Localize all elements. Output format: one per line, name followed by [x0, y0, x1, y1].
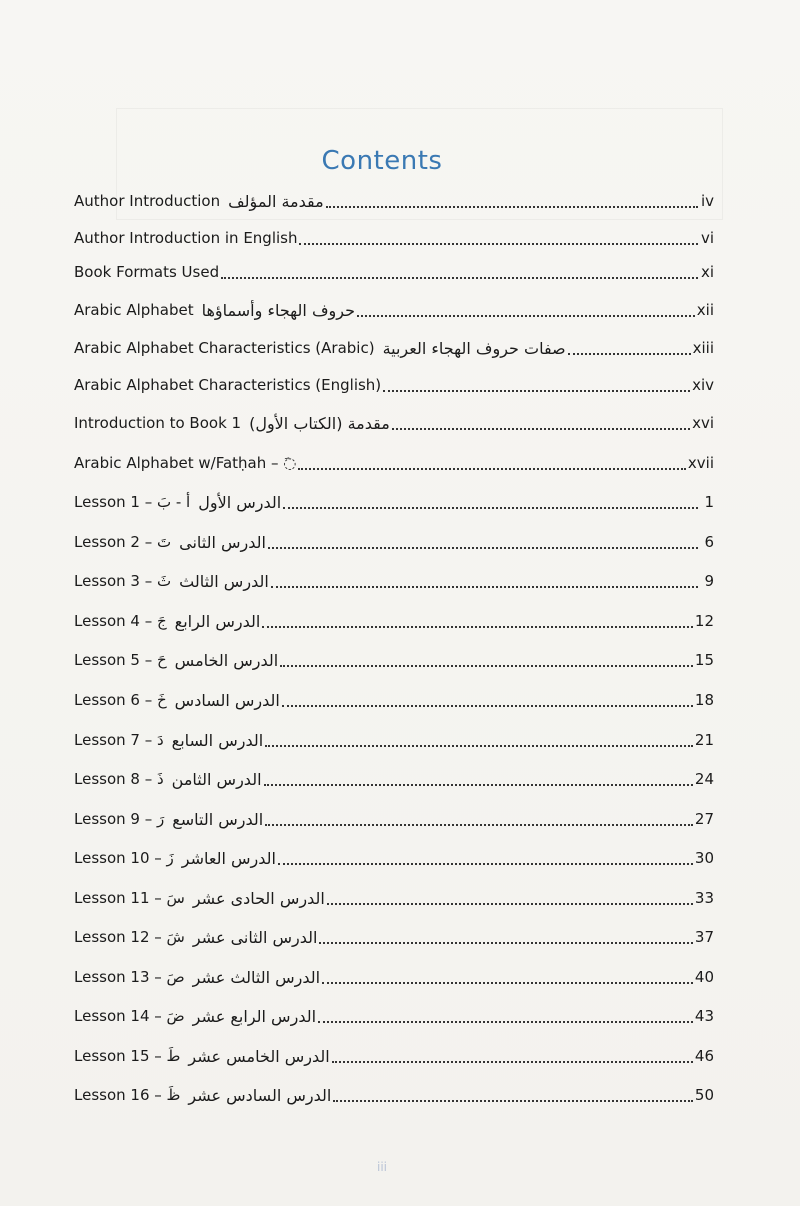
dot-leader	[298, 468, 686, 470]
dot-leader	[392, 428, 690, 430]
toc-entry-page-number: xiv	[692, 376, 714, 394]
toc-entry-arabic-title: الدرس السادس	[174, 690, 280, 710]
dot-leader	[383, 390, 690, 392]
dot-leader	[322, 982, 693, 984]
toc-entry-arabic-title: الدرس الحادى عشر	[192, 888, 325, 908]
toc-entry-title: Lesson 14 – ضَ	[74, 1007, 185, 1025]
toc-entry-title: Introduction to Book 1	[74, 414, 242, 432]
dot-leader	[271, 586, 698, 588]
toc-entry	[74, 223, 714, 253]
toc-entry	[74, 922, 714, 952]
dot-leader	[264, 784, 693, 786]
dot-leader	[262, 626, 693, 628]
toc-entry-title: Lesson 1 – أ - بَ	[74, 493, 191, 511]
toc-entry	[74, 1080, 714, 1110]
toc-entry	[74, 1001, 714, 1031]
toc-entry-page-number: 15	[694, 651, 714, 669]
toc-entry-page-number: 1	[704, 493, 714, 511]
toc-entry-arabic-title: الدرس الرابع عشر	[192, 1006, 317, 1026]
toc-entry-arabic-title: الدرس السادس عشر	[188, 1085, 332, 1105]
toc-entry-title: Lesson 3 – ثَ	[74, 572, 172, 590]
toc-entry-title: Lesson 6 – خَ	[74, 691, 167, 709]
dot-leader	[265, 824, 693, 826]
dot-leader	[283, 507, 698, 509]
toc-entry	[74, 448, 714, 478]
dot-leader	[299, 243, 698, 245]
page-number: iii	[376, 1160, 387, 1174]
toc-entry-page-number: 50	[694, 1086, 714, 1104]
toc-entry-page-number: xii	[696, 301, 714, 319]
toc-entry-title: Lesson 7 – دَ	[74, 731, 164, 749]
toc-entry-arabic-title: الدرس العاشر	[181, 848, 276, 868]
toc-entry-arabic-title: الدرس الثالث	[179, 571, 269, 591]
toc-entry-title: Lesson 2 – تَ	[74, 533, 172, 551]
toc-entry-arabic-title: الدرس الثامن	[171, 769, 262, 789]
toc-entry-title: Lesson 11 – سَ	[74, 889, 185, 907]
dot-leader	[357, 315, 695, 317]
toc-entry	[74, 370, 714, 400]
toc-entry-title: Lesson 16 – ظَ	[74, 1086, 181, 1104]
toc-entry	[74, 257, 714, 287]
dot-leader	[332, 1061, 693, 1063]
toc-entry	[74, 566, 714, 596]
toc-entry-page-number: vi	[700, 229, 714, 247]
toc-entry-page-number: 43	[694, 1007, 714, 1025]
toc-entry-page-number: 21	[694, 731, 714, 749]
toc-entry-title: Arabic Alphabet w/Fatḥah – ◌َ	[74, 454, 297, 472]
toc-entry-title: Lesson 12 – شَ	[74, 928, 185, 946]
dot-leader	[326, 206, 698, 208]
page-title: Contents	[321, 146, 443, 176]
dot-leader	[282, 705, 693, 707]
dot-leader	[319, 942, 692, 944]
toc-entry-title: Arabic Alphabet	[74, 301, 194, 319]
toc-entry-title: Lesson 10 – زَ	[74, 849, 174, 867]
dot-leader	[221, 277, 698, 279]
toc-entry-title: Author Introduction in English	[74, 229, 298, 247]
toc-entry-page-number: xvii	[687, 454, 714, 472]
toc-entry-page-number: 37	[694, 928, 714, 946]
toc-entry-arabic-title: الدرس الثانى	[179, 532, 266, 552]
toc-entry-page-number: 33	[694, 889, 714, 907]
toc-entry-title: Book Formats Used	[74, 263, 220, 281]
toc-entry-title: Lesson 4 – جَ	[74, 612, 167, 630]
toc-entry-page-number: 30	[694, 849, 714, 867]
dot-leader	[265, 745, 693, 747]
toc-entry-page-number: 40	[694, 968, 714, 986]
toc-entry-title: Lesson 8 – ذَ	[74, 770, 164, 788]
toc-entry-page-number: 18	[694, 691, 714, 709]
toc-entry-arabic-title: صفات حروف الهجاء العربية	[382, 338, 566, 358]
dot-leader	[333, 1100, 693, 1102]
toc-entry-page-number: xvi	[692, 414, 714, 432]
dot-leader	[278, 863, 693, 865]
dot-leader	[280, 665, 693, 667]
toc-entry-page-number: iv	[700, 192, 714, 210]
toc-entry	[74, 725, 714, 755]
toc-entry-page-number: 24	[694, 770, 714, 788]
toc-entry	[74, 764, 714, 794]
toc-entry	[74, 843, 714, 873]
toc-entry-title: Lesson 15 – طَ	[74, 1047, 181, 1065]
toc-entry	[74, 408, 714, 438]
toc-entry-arabic-title: مقدمة المؤلف	[228, 191, 324, 211]
toc-entry-arabic-title: الدرس الثانى عشر	[192, 927, 318, 947]
toc-entry-arabic-title: حروف الهجاء وأسماؤها	[201, 300, 355, 320]
toc-entry	[74, 804, 714, 834]
toc-entry	[74, 527, 714, 557]
toc-entry	[74, 295, 714, 325]
dot-leader	[318, 1021, 693, 1023]
toc-entry-arabic-title: مقدمة (الكتاب الأول)	[249, 413, 390, 433]
toc-entry-arabic-title: الدرس التاسع	[172, 809, 264, 829]
dot-leader	[268, 547, 698, 549]
toc-entry-page-number: 9	[704, 572, 714, 590]
toc-entry-page-number: xi	[700, 263, 714, 281]
toc-entry	[74, 883, 714, 913]
toc-entry	[74, 645, 714, 675]
toc-entry	[74, 1041, 714, 1071]
toc-entry-title: Author Introduction	[74, 192, 221, 210]
toc-entry	[74, 333, 714, 363]
toc-entry-page-number: 12	[694, 612, 714, 630]
toc-entry	[74, 606, 714, 636]
toc-entry-page-number: 46	[694, 1047, 714, 1065]
toc-entry-title: Lesson 5 – حَ	[74, 651, 167, 669]
toc-entry	[74, 186, 714, 216]
toc-entry-arabic-title: الدرس الثالث عشر	[192, 967, 321, 987]
dot-leader	[327, 903, 693, 905]
toc-entry-page-number: xiii	[692, 339, 714, 357]
toc-entry-title: Arabic Alphabet Characteristics (English)	[74, 376, 382, 394]
toc-entry-arabic-title: الدرس السابع	[171, 730, 264, 750]
toc-entry	[74, 685, 714, 715]
toc-entry-arabic-title: الدرس الرابع	[174, 611, 261, 631]
toc-entry-title: Arabic Alphabet Characteristics (Arabic)	[74, 339, 375, 357]
toc-entry-page-number: 6	[704, 533, 714, 551]
toc-entry-title: Lesson 13 – صَ	[74, 968, 185, 986]
toc-entry	[74, 487, 714, 517]
toc-entry-title: Lesson 9 – رَ	[74, 810, 165, 828]
toc-entry-page-number: 27	[694, 810, 714, 828]
toc-entry-arabic-title: الدرس الأول	[198, 492, 282, 512]
toc-entry-arabic-title: الدرس الخامس عشر	[188, 1046, 330, 1066]
toc-entry	[74, 962, 714, 992]
toc-entry-arabic-title: الدرس الخامس	[174, 650, 279, 670]
dot-leader	[568, 353, 691, 355]
